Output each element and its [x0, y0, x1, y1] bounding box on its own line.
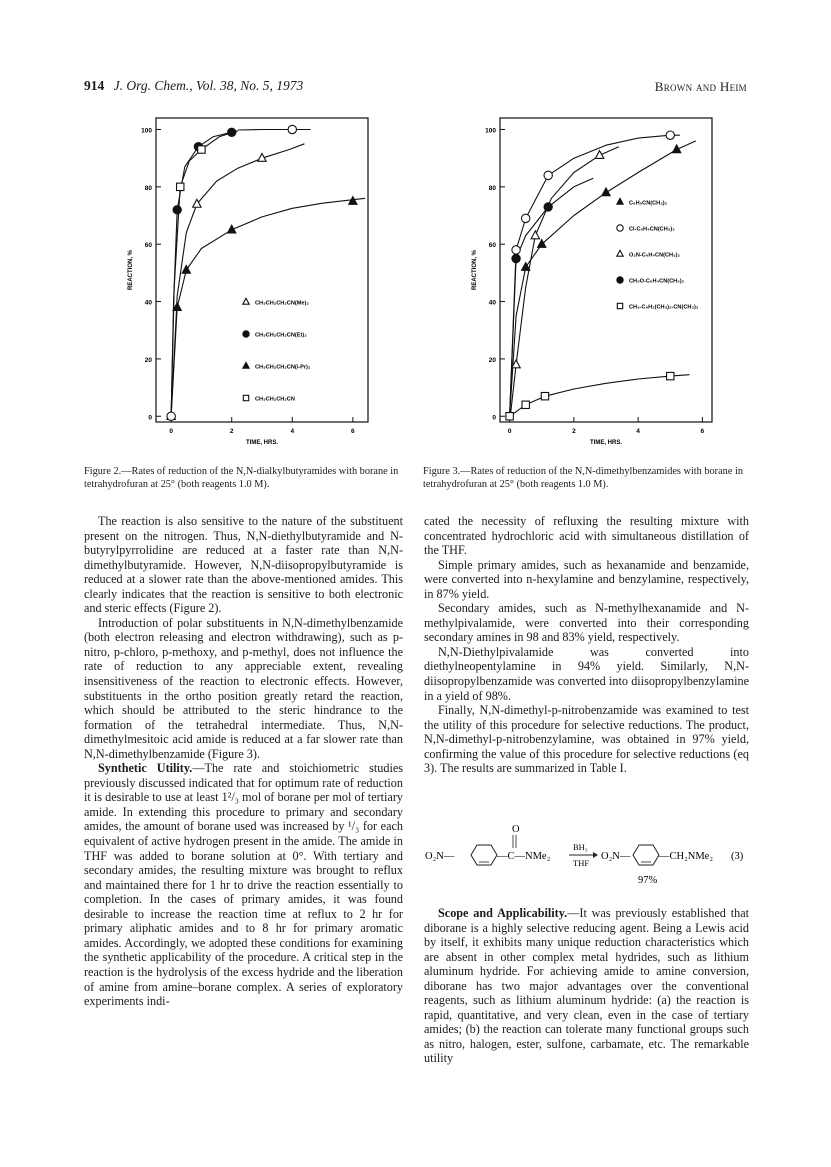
paragraph [424, 906, 749, 1066]
y-tick-label: 40 [144, 299, 152, 307]
eq-carbonyl-o: O [512, 824, 520, 835]
legend-label: Cl-C₆H₄CN(CH₃)₂ [629, 226, 675, 233]
x-tick-label: 6 [351, 428, 355, 435]
data-point [173, 206, 181, 214]
series-line [171, 198, 365, 416]
series-line [510, 178, 594, 416]
paragraph-text: cated the necessity of refluxing the resulting mixture with concentrated hydrochloric acid with simultaneous distillation of the THF. [424, 514, 749, 558]
legend-marker [243, 298, 249, 304]
equation-svg [425, 820, 750, 892]
eq-solvent: THF [573, 858, 590, 868]
data-point [512, 246, 520, 254]
legend-label: CH₃CH₂CH₂CN(Et)₂ [255, 332, 307, 339]
right-column-bottom [424, 906, 749, 1066]
x-axis-label: TIME, HRS. [245, 440, 279, 446]
data-point [544, 171, 552, 179]
legend-marker [617, 225, 623, 231]
page-header-authors: Brown and Heim [654, 79, 747, 94]
legend-label: O₂N-C₆H₄CN(CH₃)₂ [629, 252, 680, 259]
eq-product-amine: —CH₂NMe₂ [659, 851, 713, 862]
page-number: 914 [84, 78, 105, 93]
data-point [541, 392, 548, 399]
legend-marker [617, 250, 623, 256]
eq-arrow-head [593, 852, 598, 858]
paragraph [424, 645, 749, 703]
legend-label: C₆H₅CN(CH₃)₂ [629, 200, 668, 207]
series-line [171, 144, 304, 417]
paragraph-text: Secondary amides, such as N-methylhexanamide and N-methylpivalamide, were converted into their corresponding secondary amines in 98 and 83% yield, respectively. [424, 601, 749, 645]
data-point [198, 146, 205, 153]
paragraph [84, 514, 403, 616]
paragraph [424, 514, 749, 558]
figure-3-caption: Figure 3.—Rates of reduction of the N,N-dimethylbenzamides with borane in tetrahydrofuran at 25° (both reagents 1.0 M). [423, 466, 743, 490]
x-tick-label: 4 [636, 428, 640, 435]
legend-marker [617, 277, 623, 283]
eq-reagent: BH₃ [573, 842, 588, 852]
paragraph-text: Introduction of polar substituents in N,N-dimethylbenzamide (both electron releasing and electron withdrawing), such as p-nitro, p-chloro, p-methoxy, and p-methyl, does not influence the rate of reduction to any appreciable extent, revealing insensitiveness of the reaction to electronic effects. However, substituents in the ortho position greatly retard the reaction, which should be attributed to the steric hindrance to the formation of the tetrahedral intermediate. Thus, N,N-dimethylmesitoic acid amide is reduced at a far slower rate than N,N-dimethylbenzamide (Figure 3). [84, 615, 403, 761]
plot-frame [500, 118, 712, 422]
data-point [512, 254, 520, 262]
legend-marker [243, 362, 249, 368]
data-point [177, 183, 184, 190]
y-tick-label: 80 [144, 184, 152, 192]
x-tick-label: 4 [290, 428, 295, 435]
data-point [666, 131, 674, 139]
journal-citation: J. Org. Chem., Vol. 38, No. 5, 1973 [113, 78, 304, 93]
paragraph [84, 616, 403, 761]
eq-yield: 97% [638, 875, 658, 886]
legend-label: CH₃CH₂CH₂CN(i-Pr)₂ [255, 364, 311, 371]
paragraph [424, 703, 749, 776]
figure-2-chart [118, 112, 378, 457]
y-tick-label: 100 [141, 127, 152, 135]
eq-number: (3) [731, 851, 744, 862]
paragraph [424, 601, 749, 645]
y-tick-label: 40 [488, 299, 496, 307]
figure-3-chart [462, 112, 722, 457]
data-point [228, 128, 236, 136]
legend-marker [243, 395, 248, 400]
paragraph-text: The reaction is also sensitive to the nature of the substituent present on the nitrogen. Thus, N,N-diethylbutyramide and N-butyrylpyrrolidine are reduced at a faster rate than N,N-dimethylbutyramide. However, N,N-diisopropylbutyramide is reduced at a slower rate than the above-mentioned amides. This clearly indicates that the reaction is sensitive to both electronic and steric effects (Figure 2). [84, 514, 403, 616]
data-point [667, 372, 674, 379]
paragraph-text: N,N-Diethylpivalamide was converted into diethylneopentylamine in 94% yield. Similarly, N,N-diisopropylbenzamide was converted into diisopropylbenzylamine in a yield of 98%. [424, 644, 749, 703]
y-axis-label: REACTION, % [472, 249, 478, 291]
right-column-top [424, 514, 749, 776]
legend-label: CH₃-C₆H₂(CH₃)₂-CN(CH₃)₂ [629, 304, 699, 311]
x-tick-label: 6 [700, 428, 705, 435]
run-in-heading: Synthetic Utility. [98, 761, 193, 776]
equation-3 [425, 820, 750, 892]
paragraph [424, 558, 749, 602]
legend-label: CH₃CH₂CH₂CN(Me)₂ [255, 300, 309, 307]
y-tick-label: 0 [492, 414, 496, 422]
y-tick-label: 0 [148, 414, 152, 422]
x-tick-label: 2 [572, 428, 576, 435]
series-line [238, 130, 311, 131]
legend-marker [243, 331, 249, 337]
series-line [510, 147, 619, 417]
paragraph-text: Simple primary amides, such as hexanamide and benzamide, were converted into n-hexylamine and benzylamine, respectively, in 87% yield. [424, 557, 749, 601]
data-point [167, 412, 175, 420]
y-tick-label: 80 [488, 184, 496, 192]
eq-product-nitro: O₂N— [601, 851, 631, 862]
y-tick-label: 60 [488, 242, 496, 250]
paragraph-text: —It was previously established that diborane is a highly selective reducing agent. Being a Lewis acid by itself, it exhibits many unique reduction characteristics which are absent in other complex metal hydrides, such as lithium aluminum hydride. For achieving amide to amine conversion, diborane has two major advantages over the conventional reagents, such as lithium aluminum hydride: (a) the reaction is rapid, quantitative, and very clean, even in the case of tertiary amides; (b) the reaction can tolerate many functional groups such as nitro, halogen, ester, sulfone, carbamate, etc. The remarkable utility [424, 906, 749, 1066]
y-tick-label: 100 [485, 127, 496, 135]
paragraph [84, 761, 403, 1008]
series-line [510, 135, 680, 416]
figure-2-caption: Figure 2.—Rates of reduction of the N,N-dialkylbutyramides with borane in tetrahydrofuran at 25° (both reagents 1.0 M). [84, 466, 399, 490]
data-point [288, 125, 296, 133]
data-point [531, 231, 539, 239]
data-point [602, 188, 610, 196]
x-tick-label: 0 [507, 428, 512, 435]
legend-marker [617, 303, 622, 308]
data-point [538, 239, 546, 247]
data-point [506, 413, 513, 420]
y-tick-label: 60 [144, 242, 152, 250]
eq-reactant-nitro: O₂N— [425, 851, 455, 862]
left-column [84, 514, 403, 1009]
paragraph-text: Finally, N,N-dimethyl-p-nitrobenzamide was examined to test the utility of this procedure for selective reductions. The product, N,N-dimethyl-p-nitrobenzylamine, was obtained in 97% yield, confirming the value of this procedure for selective reductions (eq 3). The results are summarized in Table I. [424, 703, 749, 776]
legend-marker [617, 198, 623, 204]
paragraph-text: —The rate and stoichiometric studies previously discussed indicated that for optimum rate of reduction it is desirable to use at least 1²/₃ mol of borane per mol of tertiary amide. In extending this procedure to primary and secondary amides, the amount of borane used was increased by ¹/₃ for each equivalent of active hydrogen present in the amide. The amide in THF was added to borane solution at 0°. With tertiary and secondary amides, the resulting mixture was brought to reflux and maintained there for 1 hr to drive the reaction essentially to completion. In the cases of primary amides, it was found desirable to increase the reaction time at reflux to 2 hr for primary aliphatic amides and to 8 hr for primary aromatic amides. Accordingly, we adopted these conditions for examining the synthetic applicability of the procedure. A critical step in the reaction is the hydrolysis of the excess hydride and the liberation of amine from amine–borane complex. A series of exploratory experiments indi- [84, 761, 403, 1009]
y-tick-label: 20 [144, 356, 152, 364]
eq-amide: —C—NMe₂ [497, 851, 551, 862]
data-point [522, 401, 529, 408]
figure-2-svg [118, 112, 378, 457]
run-in-heading: Scope and Applicability. [438, 906, 568, 920]
x-tick-label: 2 [229, 428, 234, 435]
data-point [544, 203, 552, 211]
x-tick-label: 0 [169, 428, 173, 435]
y-axis-label: REACTION, % [128, 249, 134, 291]
data-point [521, 214, 529, 222]
legend-label: CH₃O-C₆H₄CN(CH₃)₂ [629, 278, 685, 285]
legend-label: CH₃CH₂CH₂CN [255, 396, 295, 403]
page-header-left [84, 78, 303, 94]
figure-3-svg [462, 112, 722, 457]
y-tick-label: 20 [488, 356, 496, 364]
series-line [510, 375, 690, 417]
x-axis-label: TIME, HRS. [589, 440, 623, 446]
